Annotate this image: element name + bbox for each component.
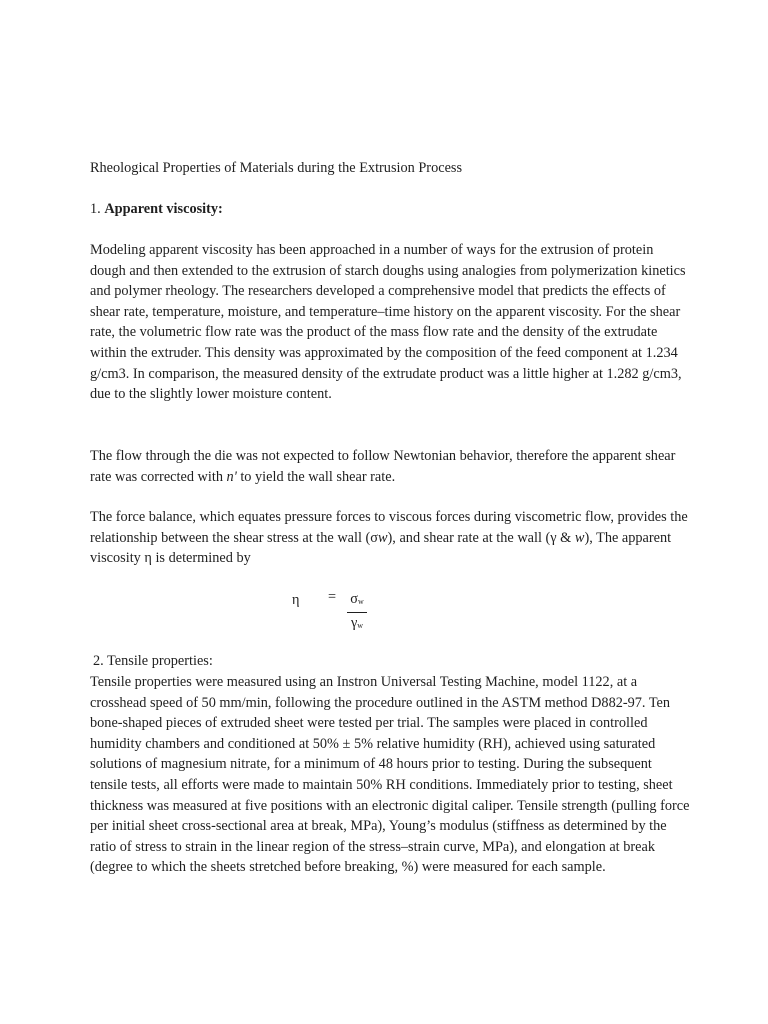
numerator-sigma: σ — [350, 591, 358, 607]
section-1-paragraph-2 — [90, 446, 690, 487]
paragraph-2-text-a: The flow through the die was not expected to follow Newtonian behavior, therefore the apparent shear rate was corrected with — [90, 448, 676, 485]
paragraph-3-text-c: ), The apparent viscosity η is determined by — [90, 529, 672, 567]
section-1-number: 1. — [90, 201, 101, 217]
w-subscript-1: w — [378, 529, 388, 546]
paragraph-2-text-b: to yield the wall shear rate. — [236, 468, 396, 485]
equation-eta: η — [292, 592, 300, 608]
section-1-paragraph-3 — [90, 507, 690, 569]
section-2-paragraph: Tensile properties were measured using an Instron Universal Testing Machine, model 1122, at a crosshead speed of 50 mm/min, following the procedure outlined in the ASTM method D882-97. Ten bone-shaped pieces of extruded sheet were tested per trial. The samples were placed in controlled humidity chambers and conditioned at 50% ± 5% relative humidity (RH), achieved using saturated solutions of magnesium nitrate, for a minimum of 48 hours prior to testing. During the subsequent tensile tests, all efforts were made to maintain 50% RH conditions. Immediately prior to testing, sheet thickness was measured at five positions with an electronic digital caliper. Tensile strength (pulling force per initial sheet cross-sectional area at break, MPa), Young’s modulus (stiffness as determined by the ratio of stress to strain in the linear region of the stress–strain curve, MPa), and elongation at break (degree to which the sheets stretched before breaking, %) were measured for each sample. — [90, 674, 690, 876]
equation-numerator — [347, 590, 367, 613]
equation-equals: = — [328, 589, 337, 605]
apparent-viscosity-equation — [292, 590, 412, 634]
section-1-heading-text: Apparent viscosity: — [104, 201, 223, 217]
denominator-subscript: w — [357, 621, 364, 630]
equation-denominator — [347, 613, 367, 635]
section-1-heading — [90, 199, 223, 220]
paragraph-3-text-b: ), and shear rate at the wall (γ & — [387, 529, 575, 546]
numerator-subscript: w — [357, 597, 364, 606]
n-prime-symbol: n' — [226, 468, 237, 485]
section-1-paragraph-1: Modeling apparent viscosity has been approached in a number of ways for the extrusion of protein dough and then extended to the extrusion of starch doughs using analogies from polymerization kinetics and polymer rheology. The researchers developed a comprehensive model that predicts the effects of shear rate, temperature, moisture, and temperature–time history on the apparent viscosity. For the shear rate, the volumetric flow rate was the product of the mass flow rate and the density of the extrudate within the extruder. This density was approximated by the composition of the feed component at 1.234 g/cm3. In comparison, the measured density of the extrudate product was a little higher at 1.282 g/cm3, due to the slightly lower moisture content. — [90, 242, 686, 403]
w-subscript-2: w — [574, 529, 585, 546]
paragraph-3-text-a: The force balance, which equates pressure forces to viscous forces during viscometric flow, provides the relationship between the shear stress at the wall (σ — [90, 509, 688, 546]
equation-fraction — [347, 590, 367, 635]
section-2-heading: 2. Tensile properties: — [93, 653, 213, 669]
denominator-gamma: γ — [350, 615, 358, 631]
document-title: Rheological Properties of Materials during the Extrusion Process — [90, 160, 463, 176]
